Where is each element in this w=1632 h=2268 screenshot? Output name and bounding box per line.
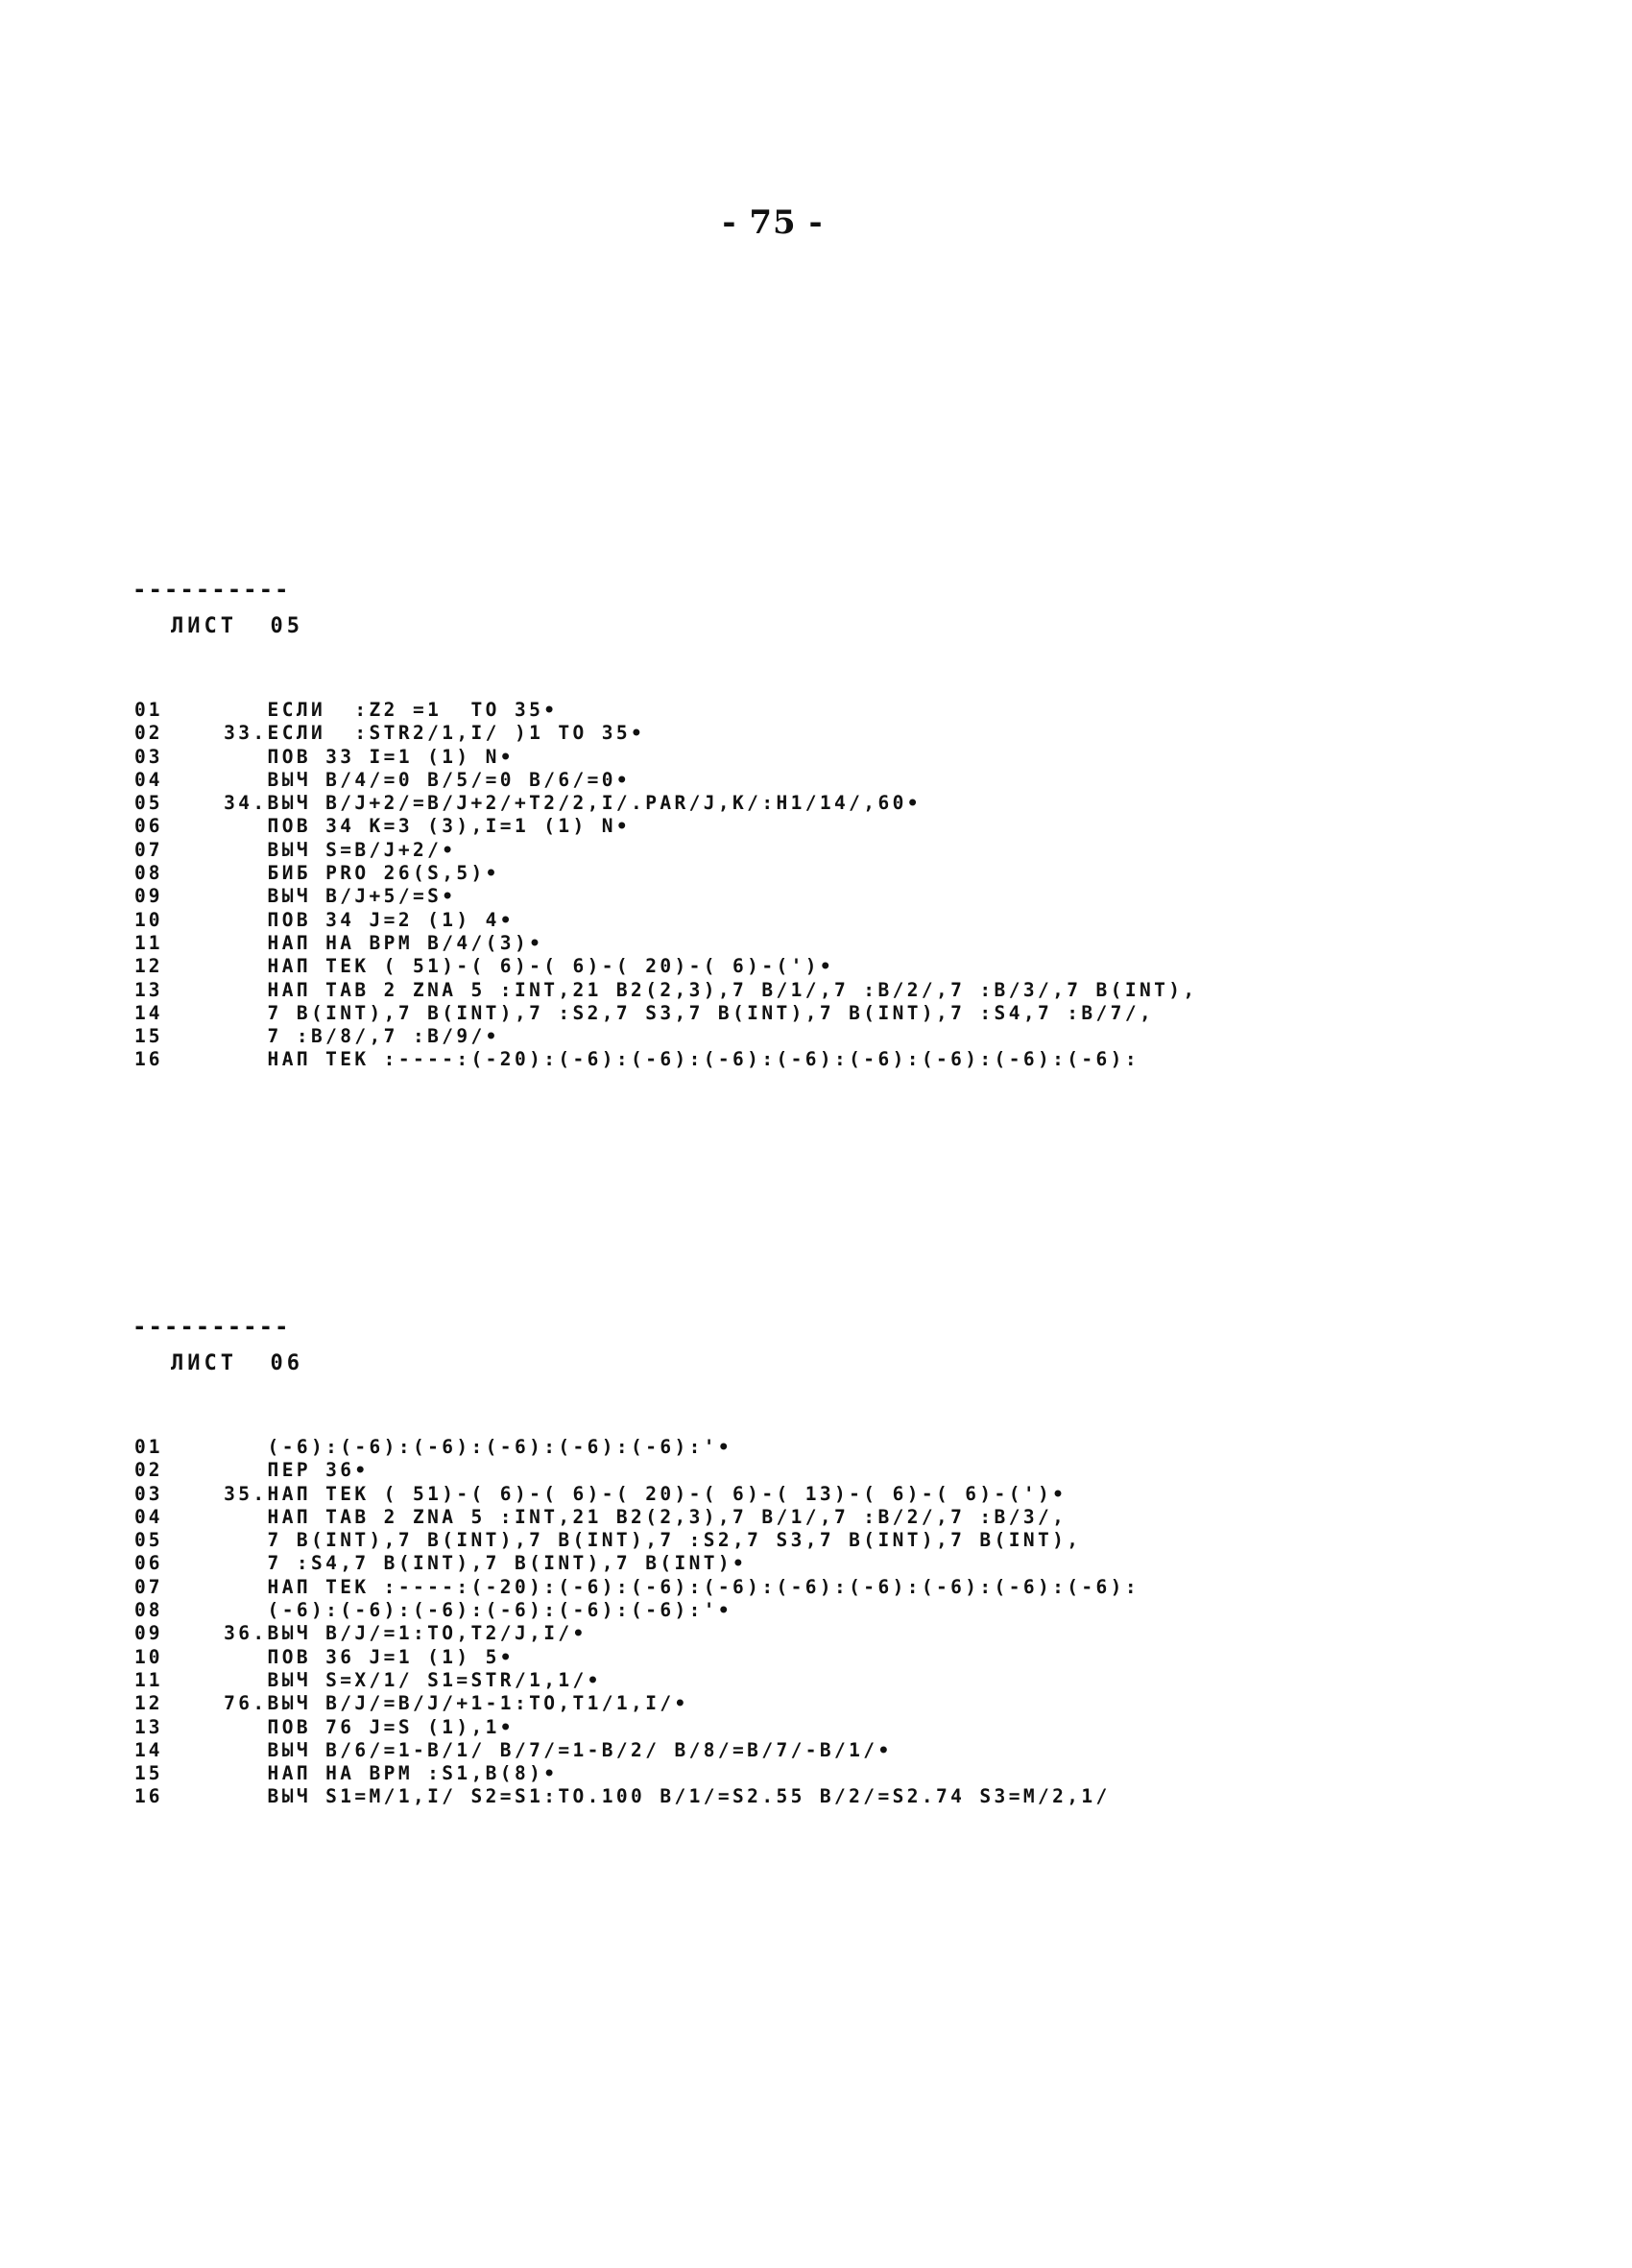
code-line	[0, 1552, 1632, 1575]
line-code: ПОВ 34 J=2 (1) 4•	[209, 908, 515, 931]
code-line	[0, 1762, 1632, 1785]
line-number: 15	[134, 1762, 163, 1785]
sheet-separator: ----------	[132, 576, 291, 603]
code-line	[0, 699, 1632, 722]
line-number: 07	[134, 1575, 163, 1598]
line-code: ПОВ 36 J=1 (1) 5•	[209, 1645, 515, 1668]
code-lines	[0, 1436, 1632, 1809]
line-number: 03	[134, 1482, 163, 1505]
code-line	[0, 1692, 1632, 1715]
line-number: 16	[134, 1785, 163, 1808]
line-code: НАП ТЕК :----:(-20):(-6):(-6):(-6):(-6):(-6):(-6):(-6):(-6):	[209, 1575, 1140, 1598]
line-code: 35.НАП ТЕК ( 51)-( 6)-( 6)-( 20)-( 6)-( 13)-( 6)-( 6)-(')•	[209, 1482, 1068, 1505]
code-line	[0, 955, 1632, 978]
line-number: 14	[134, 1001, 163, 1024]
line-number: 11	[134, 1668, 163, 1691]
line-number: 13	[134, 1715, 163, 1738]
line-number: 10	[134, 1645, 163, 1668]
code-line	[0, 1622, 1632, 1645]
code-line	[0, 1025, 1632, 1048]
code-line	[0, 1436, 1632, 1459]
sheet-separator: ----------	[132, 1313, 291, 1340]
code-line	[0, 1002, 1632, 1025]
code-line	[0, 1483, 1632, 1506]
line-code: ПЕР 36•	[209, 1459, 370, 1482]
line-number: 04	[134, 768, 163, 791]
line-number: 13	[134, 978, 163, 1001]
code-lines	[0, 699, 1632, 1072]
line-number: 09	[134, 1622, 163, 1645]
line-code: (-6):(-6):(-6):(-6):(-6):(-6):'•	[209, 1436, 733, 1458]
line-code: ВЫЧ S1=M/1,I/ S2=S1:TO.100 В/1/=S2.55 В/2/=S2.74 S3=M/2,1/	[209, 1785, 1111, 1808]
line-number: 05	[134, 792, 163, 815]
line-number: 14	[134, 1738, 163, 1761]
line-number: 05	[134, 1529, 163, 1552]
line-code: ПОВ 34 K=3 (3),I=1 (1) N•	[209, 815, 632, 838]
line-code: ВЫЧ S=В/J+2/•	[209, 838, 457, 861]
line-code: БИБ PRO 26(S,5)•	[209, 862, 500, 885]
code-line	[0, 1459, 1632, 1482]
line-number: 04	[134, 1505, 163, 1528]
code-line	[0, 1576, 1632, 1599]
code-line	[0, 932, 1632, 955]
line-number: 02	[134, 1459, 163, 1482]
code-line	[0, 1529, 1632, 1552]
line-number: 01	[134, 1436, 163, 1458]
code-line	[0, 885, 1632, 908]
line-number: 06	[134, 815, 163, 838]
line-code: НАП ТАВ 2 ZNA 5 :INT,21 В2(2,3),7 В/1/,7 :В/2/,7 :В/3/,	[209, 1505, 1068, 1528]
code-line	[0, 769, 1632, 792]
code-line	[0, 792, 1632, 815]
line-code: 7 В(INT),7 В(INT),7 В(INT),7 :S2,7 S3,7 В(INT),7 В(INT),	[209, 1529, 1082, 1552]
code-line	[0, 979, 1632, 1002]
code-line	[0, 1506, 1632, 1529]
line-number: 03	[134, 745, 163, 768]
line-number: 08	[134, 862, 163, 885]
line-code: НАП НА ВРМ В/4/(3)•	[209, 931, 544, 954]
line-number: 10	[134, 908, 163, 931]
code-line	[0, 722, 1632, 745]
line-code: ВЫЧ В/4/=0 В/5/=0 В/6/=0•	[209, 768, 632, 791]
line-code: НАП ТЕК ( 51)-( 6)-( 6)-( 20)-( 6)-(')•	[209, 955, 835, 978]
line-number: 07	[134, 838, 163, 861]
line-code: ПОВ 76 J=S (1),1•	[209, 1715, 515, 1738]
line-number: 11	[134, 931, 163, 954]
line-code: 7 :В/8/,7 :В/9/•	[209, 1025, 500, 1048]
code-line	[0, 815, 1632, 838]
page-number: - 75 -	[722, 203, 824, 242]
line-number: 09	[134, 885, 163, 908]
code-line	[0, 1785, 1632, 1808]
code-line	[0, 1599, 1632, 1622]
line-number: 08	[134, 1599, 163, 1622]
line-code: 36.ВЫЧ В/J/=1:TO,T2/J,I/•	[209, 1622, 588, 1645]
code-line	[0, 862, 1632, 885]
code-line	[0, 909, 1632, 932]
line-code: 34.ВЫЧ В/J+2/=В/J+2/+T2/2,I/.PAR/J,K/:H1/14/,60•	[209, 792, 922, 815]
line-number: 12	[134, 1692, 163, 1715]
line-code: 7 :S4,7 В(INT),7 В(INT),7 В(INT)•	[209, 1552, 748, 1575]
line-code: НАП ТАВ 2 ZNA 5 :INT,21 В2(2,3),7 В/1/,7 :В/2/,7 :В/3/,7 В(INT),	[209, 978, 1198, 1001]
line-code: ВЫЧ В/6/=1-В/1/ В/7/=1-В/2/ В/8/=В/7/-В/1/•	[209, 1738, 893, 1761]
line-number: 15	[134, 1025, 163, 1048]
line-number: 06	[134, 1552, 163, 1575]
code-line	[0, 1646, 1632, 1669]
line-code: НАП ТЕК :----:(-20):(-6):(-6):(-6):(-6):(-6):(-6):(-6):(-6):	[209, 1048, 1140, 1071]
line-code: 33.ЕСЛИ :STR2/1,I/ )1 TO 35•	[209, 722, 646, 745]
code-line	[0, 839, 1632, 862]
code-line	[0, 1669, 1632, 1692]
line-number: 01	[134, 699, 163, 721]
line-code: ПОВ 33 I=1 (1) N•	[209, 745, 515, 768]
code-line	[0, 1739, 1632, 1762]
line-code: 76.ВЫЧ В/J/=В/J/+1-1:TO,T1/1,I/•	[209, 1692, 689, 1715]
line-number: 12	[134, 955, 163, 978]
line-code: (-6):(-6):(-6):(-6):(-6):(-6):'•	[209, 1599, 733, 1622]
sheet-title: ЛИСТ 06	[171, 1351, 303, 1375]
line-code: ВЫЧ S=X/1/ S1=STR/1,1/•	[209, 1668, 602, 1691]
line-code: ВЫЧ В/J+5/=S•	[209, 885, 457, 908]
line-code: ЕСЛИ :Z2 =1 TO 35•	[209, 699, 559, 721]
sheet-title: ЛИСТ 05	[171, 614, 303, 638]
line-code: 7 В(INT),7 В(INT),7 :S2,7 S3,7 В(INT),7 В(INT),7 :S4,7 :В/7/,	[209, 1001, 1155, 1024]
line-code: НАП НА ВРМ :S1,В(8)•	[209, 1762, 559, 1785]
code-line	[0, 1048, 1632, 1071]
code-line	[0, 746, 1632, 769]
line-number: 16	[134, 1048, 163, 1071]
code-line	[0, 1716, 1632, 1739]
line-number: 02	[134, 722, 163, 745]
